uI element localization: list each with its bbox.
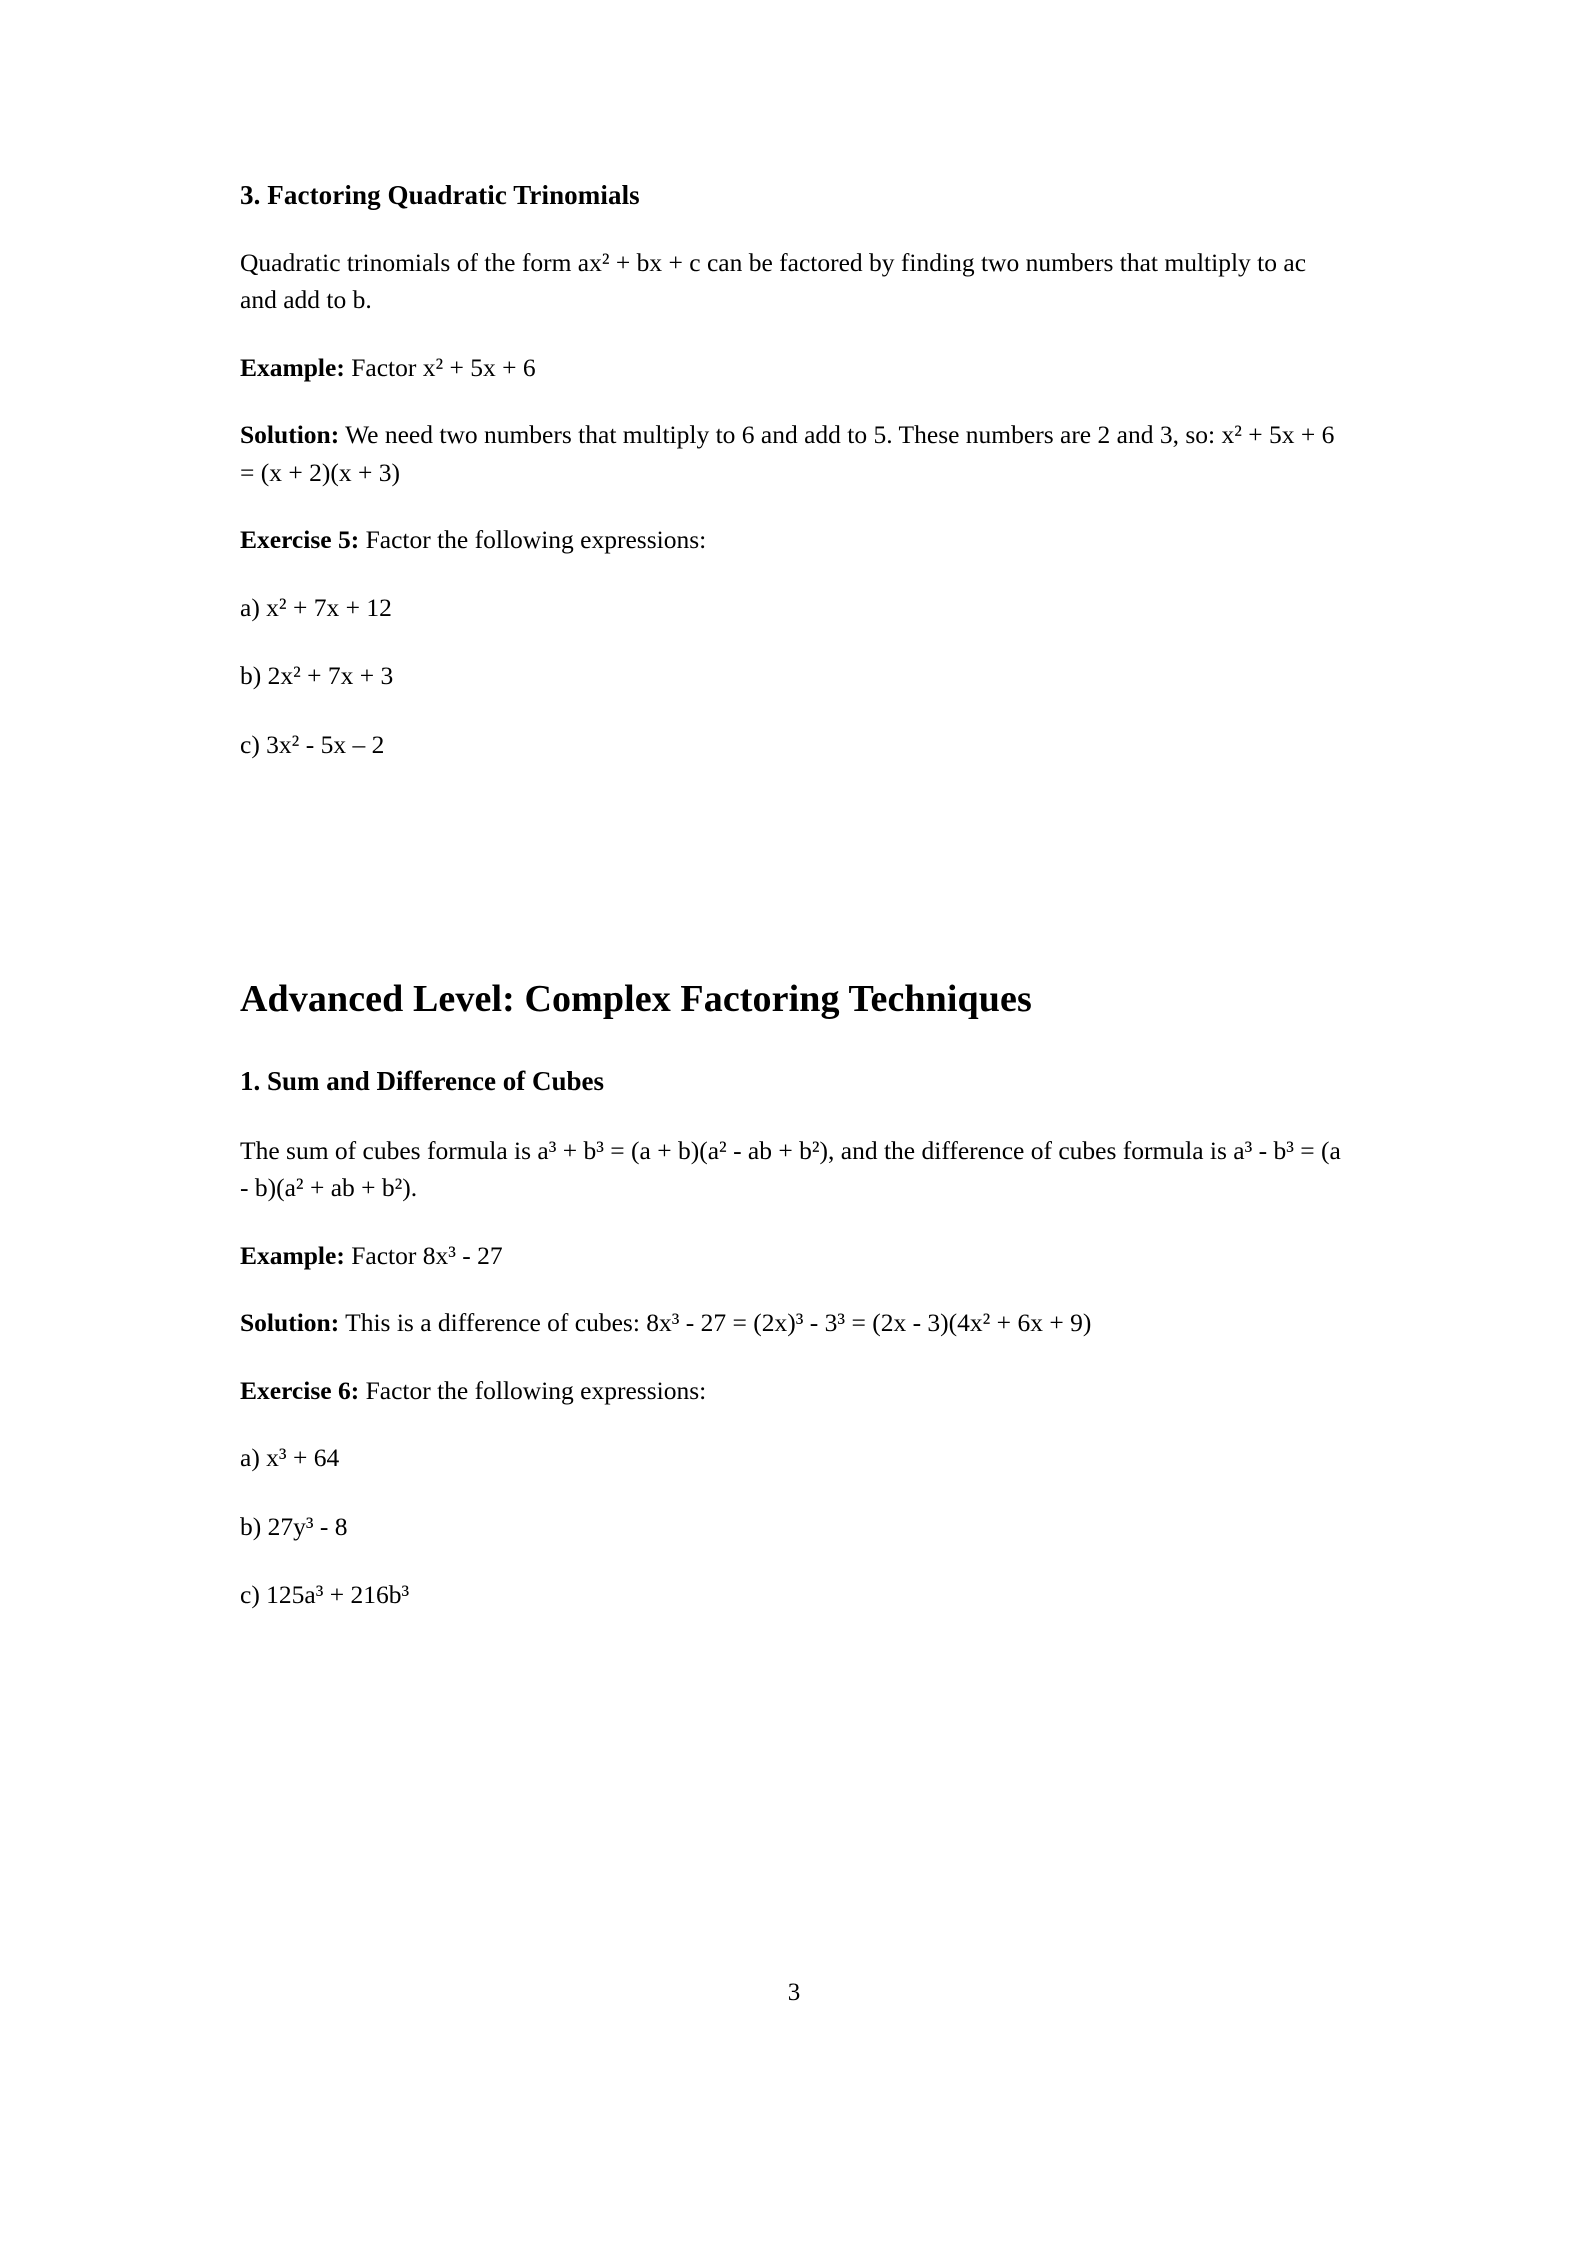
section-heading-sum-difference-cubes: 1. Sum and Difference of Cubes [240, 1066, 604, 1097]
exercise-label-5: Exercise 5: [240, 525, 360, 555]
section-spacer [240, 763, 1348, 975]
solution-paragraph-cubes [240, 1304, 1348, 1341]
section-intro-sum-difference-cubes: The sum of cubes formula is a³ + b³ = (a + b)(a² - ab + b²), and the difference of cubes formula is a³ - b³ = (a - b)(a² + ab + b²). [240, 1136, 1341, 1203]
example-label: Example: [240, 1240, 345, 1270]
solution-paragraph-quadratic [240, 416, 1348, 491]
page-number: 3 [787, 1979, 801, 2006]
exercise-item: a) x³ + 64 [240, 1443, 340, 1473]
major-heading-advanced-level: Advanced Level: Complex Factoring Techniques [240, 977, 1032, 1020]
example-label: Example: [240, 352, 345, 382]
exercise-item: a) x² + 7x + 12 [240, 592, 392, 622]
example-text: Factor x² + 5x + 6 [344, 352, 536, 382]
page-content [240, 178, 1348, 1614]
solution-text: This is a difference of cubes: 8x³ - 27 = (2x)³ - 3³ = (2x - 3)(4x² + 6x + 9) [339, 1308, 1092, 1338]
exercise-label-6: Exercise 6: [240, 1375, 360, 1405]
exercise-text-6: Factor the following expressions: [359, 1375, 707, 1405]
exercise-item: c) 3x² - 5x – 2 [240, 729, 385, 759]
example-paragraph-quadratic [240, 349, 1348, 386]
exercise-item: b) 2x² + 7x + 3 [240, 661, 394, 691]
example-paragraph-cubes [240, 1237, 1348, 1274]
exercise-paragraph-5 [240, 521, 1348, 558]
example-text: Factor 8x³ - 27 [344, 1240, 503, 1270]
solution-text: We need two numbers that multiply to 6 and add to 5. These numbers are 2 and 3, so: x² + 5x + 6 = (x + 2)(x + 3) [240, 420, 1335, 487]
section-intro-quadratic-trinomials: Quadratic trinomials of the form ax² + bx + c can be factored by finding two numbers that multiply to ac and add to b. [240, 247, 1307, 315]
exercise-item: c) 125a³ + 216b³ [240, 1580, 410, 1610]
solution-label: Solution: [240, 1308, 340, 1338]
exercise-item: b) 27y³ - 8 [240, 1511, 348, 1541]
solution-label: Solution: [240, 420, 340, 450]
section-heading-quadratic-trinomials: 3. Factoring Quadratic Trinomials [240, 180, 640, 210]
exercise-text-5: Factor the following expressions: [359, 525, 707, 555]
exercise-paragraph-6 [240, 1372, 1348, 1409]
